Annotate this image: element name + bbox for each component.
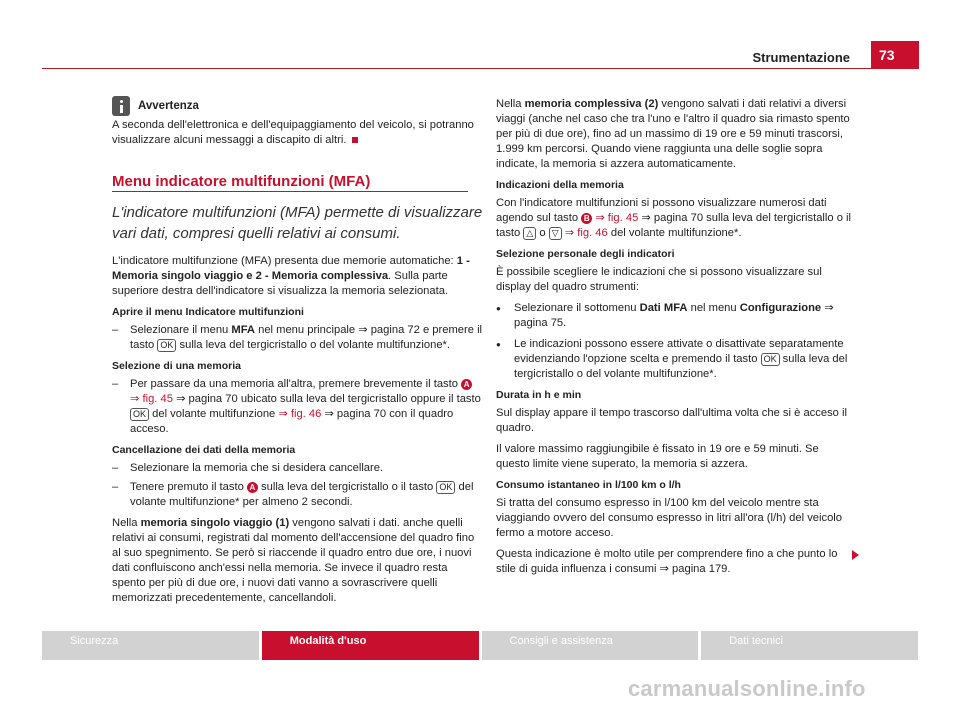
watermark: carmanualsonline.info [628, 676, 866, 701]
driving-style-paragraph: Questa indicazione è molto utile per comprendere fino a che punto lo stile di guida influenza i consumi ⇒ pagina 179. [496, 548, 838, 575]
ok-key-icon: OK [436, 481, 455, 494]
section-title: Menu indicatore multifunzioni (MFA) [112, 173, 371, 190]
figure-link[interactable]: ⇒ fig. 45 [595, 212, 639, 224]
duration-paragraph: Sul display appare il tempo trascorso dall'ultima volta che si è acceso il quadro. [496, 407, 847, 434]
single-trip-paragraph: Nella memoria singolo viaggio (1) vengono salvati i dati. anche quelli relativi ai consumi, registrati dal momento dell'accensione del quadro fino al suo spegnimento. Se però si riaccende il quadro entro due ore, i nuovi dati confluiscono anch'essi nella memoria. Se invece il quadro resta spento per più di due ore, i nuovi dati vanno a sovrascrivere quelli memorizzati precedentemente, cancellandoli. [112, 517, 475, 604]
page-number: 73 [871, 41, 919, 69]
subheading-clear-memory: Cancellazione dei dati della memoria [112, 444, 296, 456]
subheading-duration: Durata in h e min [496, 389, 582, 401]
continue-arrow-icon [852, 550, 859, 560]
bullet-item: ● Selezionare il sottomenu Dati MFA nel menu Configurazione ⇒ pagina 75. [496, 301, 852, 331]
personal-selection-paragraph: È possibile scegliere le indicazioni che si possono visualizzare sul display del quadro strumenti: [496, 266, 822, 293]
section-rule [112, 191, 468, 192]
end-marker-icon [352, 137, 358, 143]
subheading-open-menu: Aprire il menu Indicatore multifunzioni [112, 306, 304, 318]
ok-key-icon: OK [761, 353, 780, 366]
subheading-select-memory: Selezione di una memoria [112, 360, 241, 372]
footer-tab-modalita-uso[interactable]: Modalità d'uso [262, 631, 479, 660]
info-icon [112, 96, 130, 116]
lead-text: L'indicatore multifunzioni (MFA) permette di visualizzare vari dati, compresi quelli relativi ai consumi. [112, 204, 483, 242]
down-key-icon: ▽ [549, 227, 562, 240]
intro-paragraph: L'indicatore multifunzione (MFA) presenta due memorie automatiche: 1 - Memoria singolo viaggio e 2 - Memoria complessiva. Sulla parte superiore destra dell'indicatore si visualizza la memoria selezionata. [112, 255, 470, 297]
figure-link[interactable]: ⇒ fig. 46 [278, 408, 322, 420]
header-rule [42, 68, 872, 69]
right-column [496, 97, 852, 583]
a-key-icon: A [247, 482, 258, 493]
footer-tab-sicurezza[interactable]: Sicurezza [42, 631, 259, 660]
ok-key-icon: OK [130, 408, 149, 421]
subheading-personal-selection: Selezione personale degli indicatori [496, 248, 675, 260]
subheading-instant-consumption: Consumo istantaneo in l/100 km o l/h [496, 479, 681, 491]
b-key-icon: B [581, 213, 592, 224]
footer-nav [42, 631, 918, 660]
up-key-icon: △ [523, 227, 536, 240]
figure-link[interactable]: ⇒ fig. 45 [130, 393, 173, 405]
running-header-title: Strumentazione [752, 50, 850, 65]
memory-indications-paragraph: Con l'indicatore multifunzioni si possono visualizzare numerosi dati agendo sul tasto B ⇒ fig. 45 ⇒ pagina 70 sulla leva del tergicristallo o il tasto △ o ▽ ⇒ fig. 46 del volante multifunzione*. [496, 197, 852, 239]
bullet-item: ● Le indicazioni possono essere attivate o disattivate separatamente evidenziando l'opzione scelta e premendo il tasto OK sulla leva del tergicristallo o del volante multifunzione*. [496, 337, 852, 382]
total-memory-paragraph: Nella memoria complessiva (2) vengono salvati i dati relativi a diversi viaggi (anche nel caso che tra l'uno e l'altro il quadro sia rimasto spento per più di due ore), fino ad un massimo di 19 ore e 59 minuti trascorsi, 1.999 km percorsi. Quando viene raggiunta una delle soglie sopra indicate, la memoria si azzera automaticamente. [496, 98, 850, 170]
instant-consumption-paragraph: Si tratta del consumo espresso in l/100 km del veicolo mentre sta viaggiando ovvero del consumo espresso in litri all'ora (l/h) del veicolo fermo a motore acceso. [496, 497, 843, 539]
step-item: – Selezionare la memoria che si desidera cancellare. [112, 461, 484, 476]
step-item: – Tenere premuto il tasto A sulla leva del tergicristallo o il tasto OK del volante multifunzione* per almeno 2 secondi. [112, 480, 484, 510]
figure-link[interactable]: ⇒ fig. 46 [564, 227, 608, 239]
subheading-memory-indications: Indicazioni della memoria [496, 179, 624, 191]
left-column [112, 96, 484, 612]
warning-text: A seconda dell'elettronica e dell'equipaggiamento del veicolo, si potranno visualizzare alcuni messaggi a discapito di altri. [112, 119, 474, 146]
step-item: – Selezionare il menu MFA nel menu principale ⇒ pagina 72 e premere il tasto OK sulla leva del tergicristallo o del volante multifunzione*. [112, 323, 484, 353]
a-key-icon: A [461, 379, 472, 390]
ok-key-icon: OK [157, 339, 176, 352]
step-item: – Per passare da una memoria all'altra, premere brevemente il tasto A ⇒ fig. 45 ⇒ pagina 70 ubicato sulla leva del tergicristallo oppure il tasto OK del volante multifunzione ⇒ fig. 46 ⇒ pagina 70 con il quadro acceso. [112, 377, 484, 437]
warning-title: Avvertenza [138, 99, 199, 112]
max-value-paragraph: Il valore massimo raggiungibile è fissato in 19 ore e 59 minuti. Se questo limite viene superato, la memoria si azzera. [496, 443, 819, 470]
warning-header [112, 96, 484, 116]
footer-tab-dati-tecnici[interactable]: Dati tecnici [701, 631, 918, 660]
footer-tab-consigli[interactable]: Consigli e assistenza [482, 631, 699, 660]
